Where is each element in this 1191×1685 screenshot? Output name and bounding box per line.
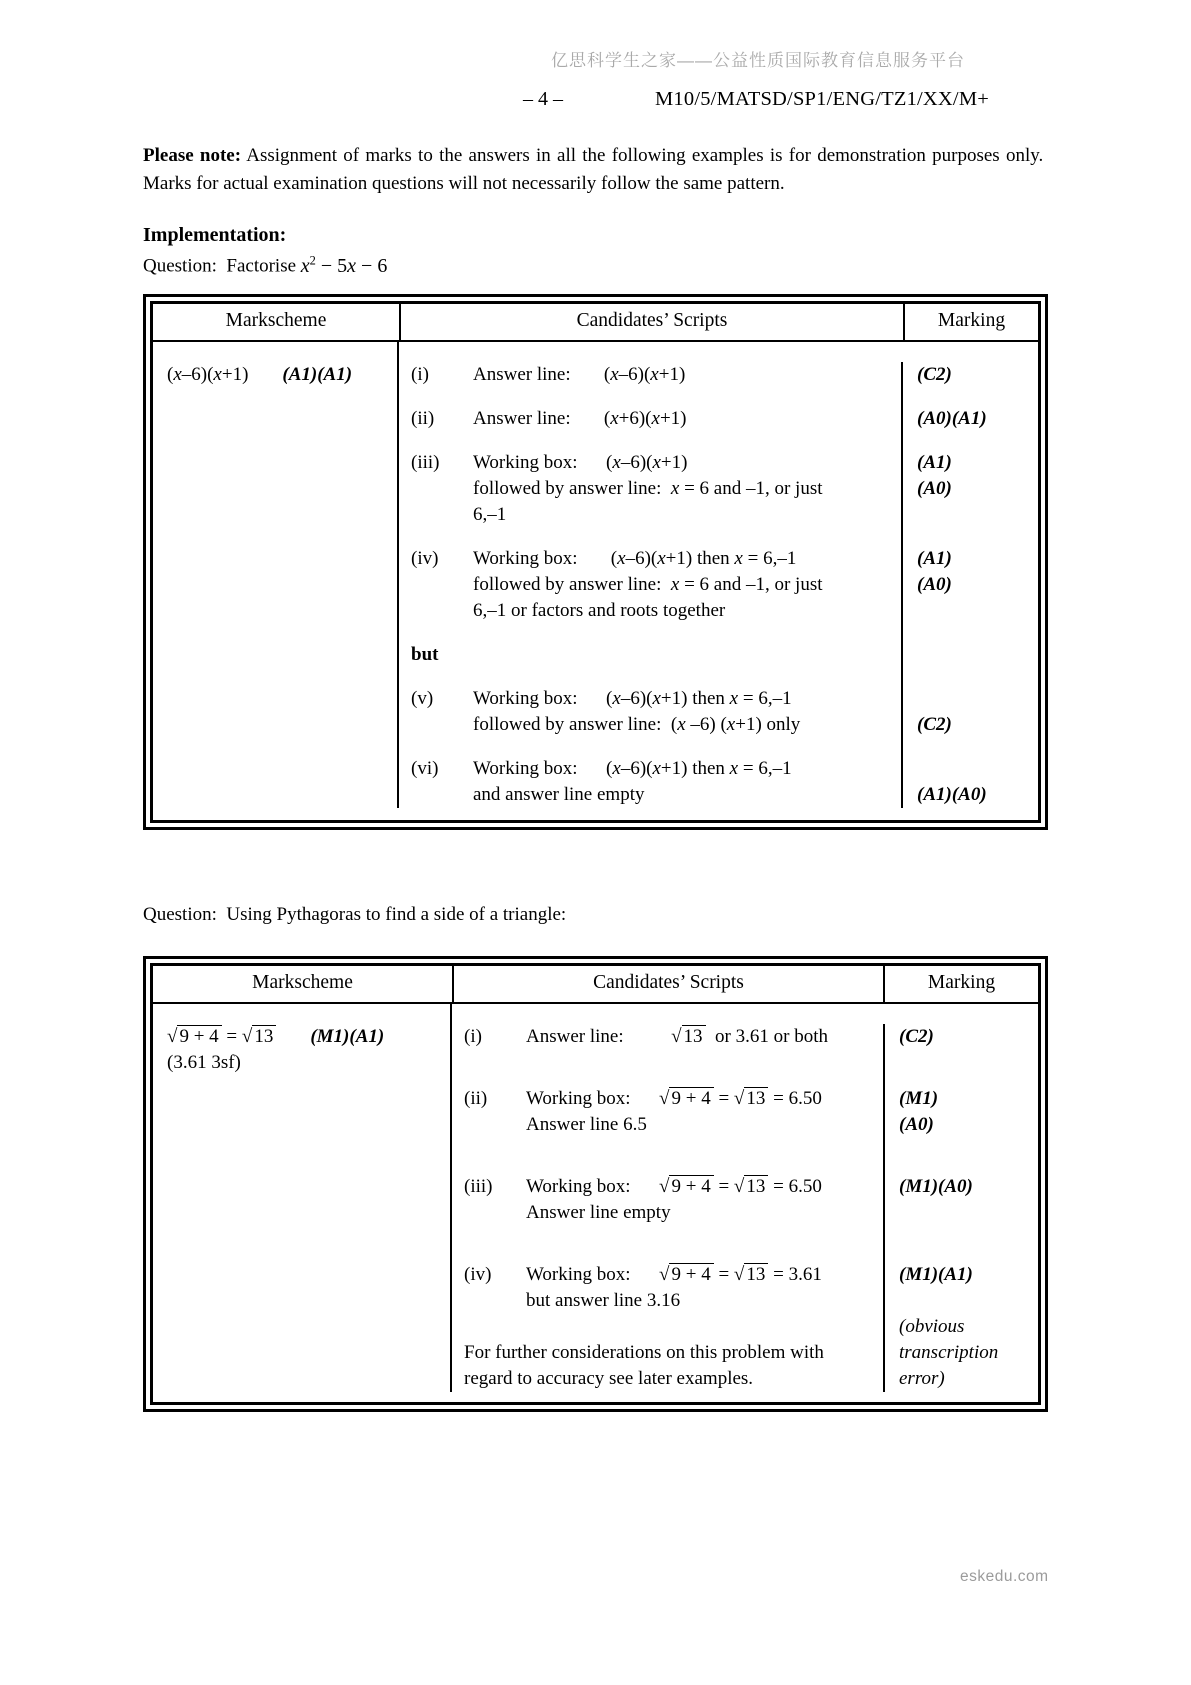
accuracy-note-line bbox=[464, 1314, 883, 1340]
table-1-body bbox=[153, 342, 1038, 820]
table-1-header-marking: Marking bbox=[903, 304, 1038, 340]
marking-cell bbox=[901, 756, 1038, 808]
table-1-header-scripts: Candidates’ Scripts bbox=[399, 304, 903, 340]
script-row-v bbox=[399, 686, 1038, 756]
site-watermark: eskedu.com bbox=[960, 1568, 1049, 1585]
script-line: Answer line empty bbox=[526, 1201, 671, 1223]
table-2-markscheme-cell bbox=[153, 1004, 452, 1392]
table-1-header-row bbox=[153, 304, 1038, 342]
document-code: M10/5/MATSD/SP1/ENG/TZ1/XX/M+ bbox=[655, 88, 990, 110]
mark-label bbox=[917, 756, 1038, 782]
script-line: Working box: (x–6)(x+1) then x = 6,–1 bbox=[473, 687, 792, 709]
marking-cell bbox=[883, 1314, 1038, 1392]
mark-label: (A0) bbox=[899, 1113, 934, 1135]
table-1-scripts-cell bbox=[399, 342, 1038, 808]
mark-label bbox=[917, 502, 1038, 528]
script-line: Working box: (x–6)(x+1) bbox=[473, 451, 688, 473]
marking-cell bbox=[883, 1262, 1038, 1314]
row-number: (i) bbox=[411, 363, 429, 385]
mark-label: (A1) bbox=[917, 547, 952, 569]
question-2-label: Question: Using Pythagoras to find a side of a triangle: bbox=[143, 903, 567, 925]
mark-note: (obvious bbox=[899, 1315, 965, 1337]
mark-label: (M1) bbox=[899, 1087, 939, 1109]
but-row bbox=[399, 642, 1038, 686]
markscheme-marks: (M1)(A1) bbox=[310, 1025, 385, 1047]
marking-cell bbox=[901, 406, 1038, 450]
row-number: (v) bbox=[411, 687, 434, 709]
mark-label: (M1)(A0) bbox=[899, 1175, 973, 1197]
question-1 bbox=[143, 253, 1048, 278]
table-2-header-marking: Marking bbox=[883, 966, 1038, 1002]
mark-note: transcription bbox=[899, 1341, 999, 1363]
markscheme-table-1 bbox=[143, 294, 1048, 830]
script-line: and answer line empty bbox=[473, 783, 645, 805]
script-row-i bbox=[399, 362, 1038, 406]
marking-cell bbox=[901, 686, 1038, 756]
marking-cell bbox=[883, 1024, 1038, 1086]
but-label: but bbox=[411, 643, 439, 665]
row-number: (ii) bbox=[411, 407, 435, 429]
please-note-paragraph bbox=[143, 142, 1048, 198]
marking-cell bbox=[883, 1174, 1038, 1262]
markscheme-line-2: (3.61 3sf) bbox=[167, 1051, 241, 1073]
mark-label: (M1)(A1) bbox=[899, 1263, 973, 1285]
please-note-lead: Please note: bbox=[143, 145, 242, 166]
mark-label: (C2) bbox=[899, 1025, 934, 1047]
mark-label: (C2) bbox=[917, 363, 952, 385]
accuracy-note-line: For further considerations on this problem with bbox=[464, 1341, 824, 1363]
page-content bbox=[143, 0, 1048, 1412]
markscheme-expression: √ 9 + 4 = √ 13 bbox=[167, 1024, 276, 1050]
marking-cell bbox=[883, 1086, 1038, 1174]
script-line: Answer line: √ 13 or 3.61 or both bbox=[526, 1025, 828, 1047]
table-1-markscheme-cell bbox=[153, 342, 399, 808]
mark-label: (A0)(A1) bbox=[917, 407, 987, 429]
implementation-heading: Implementation: bbox=[143, 224, 287, 246]
script-line: Answer line 6.5 bbox=[526, 1113, 647, 1135]
mark-label: (A1) bbox=[917, 451, 952, 473]
row-number: (vi) bbox=[411, 757, 439, 779]
table-2-scripts-cell bbox=[452, 1004, 1038, 1392]
page-header bbox=[0, 88, 1191, 116]
please-note-body: Assignment of marks to the answers in all the following examples is for demonstration purposes only. Marks for actual examination questions will not necessarily follow the same pattern. bbox=[143, 145, 1048, 194]
table-2-body bbox=[153, 1004, 1038, 1402]
mark-label: (A0) bbox=[917, 477, 952, 499]
mark-label bbox=[917, 686, 1038, 712]
row-number: (i) bbox=[464, 1025, 482, 1047]
script-line: Working box: √ 9 + 4 = √ 13 = 6.50 bbox=[526, 1175, 822, 1197]
script-row-iv bbox=[399, 546, 1038, 642]
script-row-ii bbox=[399, 406, 1038, 450]
marking-cell bbox=[901, 546, 1038, 642]
mark-label bbox=[917, 598, 1038, 624]
marking-cell bbox=[901, 450, 1038, 546]
script-line: Working box: (x–6)(x+1) then x = 6,–1 bbox=[473, 547, 797, 569]
script-line: Answer line: (x–6)(x+1) bbox=[473, 363, 686, 385]
page-number: – 4 – bbox=[523, 88, 563, 110]
chinese-watermark: 亿思科学生之家——公益性质国际教育信息服务平台 bbox=[551, 51, 965, 70]
mark-label: (C2) bbox=[917, 713, 952, 735]
script-row-iv bbox=[452, 1262, 1038, 1314]
markscheme-marks: (A1)(A1) bbox=[282, 363, 353, 385]
mark-note: error) bbox=[899, 1367, 945, 1389]
script-line: Answer line: (x+6)(x+1) bbox=[473, 407, 687, 429]
script-line: 6,–1 or factors and roots together bbox=[473, 599, 726, 621]
table-2-header-row bbox=[153, 966, 1038, 1004]
question-1-label: Question: Factorise bbox=[143, 255, 297, 277]
script-line: Working box: √ 9 + 4 = √ 13 = 3.61 bbox=[526, 1263, 822, 1285]
script-row-iii bbox=[452, 1174, 1038, 1262]
script-line: followed by answer line: (x –6) (x+1) only bbox=[473, 713, 801, 735]
script-line: but answer line 3.16 bbox=[526, 1289, 681, 1311]
row-number: (iv) bbox=[411, 547, 439, 569]
script-row-vi bbox=[399, 756, 1038, 808]
mark-label bbox=[899, 1288, 1038, 1314]
script-row-iii bbox=[399, 450, 1038, 546]
question-1-math: $x^2 - 5x - 6$ bbox=[300, 253, 388, 277]
mark-label: (A0) bbox=[917, 573, 952, 595]
row-number: (ii) bbox=[464, 1087, 488, 1109]
mark-label: (A1)(A0) bbox=[917, 783, 987, 805]
markscheme-table-2 bbox=[143, 956, 1048, 1412]
script-line: followed by answer line: x = 6 and –1, or just bbox=[473, 477, 823, 499]
script-line: Working box: √ 9 + 4 = √ 13 = 6.50 bbox=[526, 1087, 822, 1109]
accuracy-note-row bbox=[452, 1314, 1038, 1392]
script-row-ii bbox=[452, 1086, 1038, 1174]
script-line: 6,–1 bbox=[473, 503, 507, 525]
row-number: (iii) bbox=[411, 451, 440, 473]
markscheme-expression: (x–6)(x+1) bbox=[167, 363, 249, 385]
script-line: followed by answer line: x = 6 and –1, or just bbox=[473, 573, 823, 595]
table-2-header-scripts: Candidates’ Scripts bbox=[452, 966, 883, 1002]
table-1-header-markscheme: Markscheme bbox=[225, 309, 327, 331]
question-2 bbox=[143, 904, 1048, 926]
accuracy-note-line: regard to accuracy see later examples. bbox=[464, 1367, 754, 1389]
marking-cell bbox=[901, 642, 1038, 686]
table-2-header-markscheme: Markscheme bbox=[252, 971, 353, 993]
script-line: Working box: (x–6)(x+1) then x = 6,–1 bbox=[473, 757, 792, 779]
row-number: (iv) bbox=[464, 1263, 492, 1285]
marking-cell bbox=[901, 362, 1038, 406]
mark-label bbox=[899, 1200, 1038, 1226]
row-number: (iii) bbox=[464, 1175, 493, 1197]
script-row-i bbox=[452, 1024, 1038, 1086]
